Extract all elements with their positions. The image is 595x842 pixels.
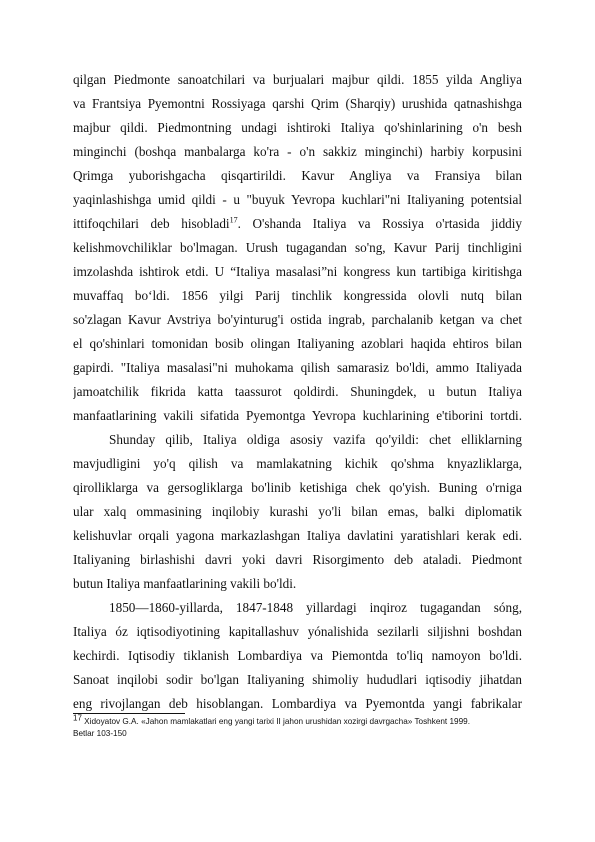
text-line: Italiyaning birlashishi davri yoki davri Risorgimento deb ataladi. Piedmont	[73, 552, 522, 567]
text-line: butun Italiya manfaatlarining vakili bo'ldi.	[73, 576, 297, 591]
text-line: qilgan Piedmonte sanoatchilari va burjualari majbur qildi. 1855 yilda Angliya	[73, 72, 522, 87]
paragraph-first-line: 1850—1860-yillarda, 1847-1848 yillardagi inqiroz tugagandan sóng,	[109, 600, 522, 615]
text-line: muvaffaq bo‘ldi. 1856 yilgi Parij tinchlik kongressida olovli nutq bilan	[73, 288, 522, 303]
text-line: eng rivojlangan deb hisoblangan. Lombardiya va Pyemontda yangi fabrikalar	[73, 696, 522, 711]
text-segment: . O'shanda Italiya va Rossiya o'rtasida jiddiy	[237, 216, 522, 231]
footnote-reference: 17	[229, 216, 238, 225]
text-line: imzolashda ishtirok etdi. U “Italiya masalasi”ni kongress kun tartibiga kiritishga	[73, 264, 522, 279]
text-line: gapirdi. "Italiya masalasi"ni muhokama qilish samarasiz bo'ldi, ammo Italiyada	[73, 360, 522, 375]
text-line: minginchi (boshqa manbalarga ko'ra - o'n sakkiz minginchi) harbiy korpusini	[73, 144, 522, 159]
text-line: va Frantsiya Pyemontni Rossiyaga qarshi Qrim (Sharqiy) urushida qatnashishga	[73, 96, 522, 111]
footnote-number: 17	[73, 713, 82, 723]
text-line: kelishuvlar orqali yagona markazlashgan Italiya davlatini yaratishlari kerak edi.	[73, 528, 522, 543]
footnote-text: Xidoyatov G.A. «Jahon mamlakatlari eng yangi tarixi II jahon urushidan xozirgi davrgacha» Toshkent 1999.	[81, 717, 470, 726]
text-line: majbur qildi. Piedmontning undagi ishtiroki Italiya qo'shinlarining o'n besh	[73, 120, 522, 135]
text-line: Sanoat inqilobi sodir bo'lgan Italiyaning shimoliy hududlari iqtisodiy jihatdan	[73, 672, 522, 687]
text-line: el qo'shinlari tomonidan bosib olingan Italiyaning azoblari haqida ehtiros bilan	[73, 336, 522, 351]
text-line: kechirdi. Iqtisodiy tiklanish Lombardiya va Piemontda to'liq namoyon bo'ldi.	[73, 648, 522, 663]
text-line: Italiya óz iqtisodiyotining kapitallashuv yónalishida sezilarli siljishni boshdan	[73, 624, 522, 639]
text-line: ular xalq ommasining inqilobiy kurashi yo'li bilan emas, balki diplomatik	[73, 504, 522, 519]
text-line: yaqinlashishga umid qildi - u "buyuk Yevropa kuchlari"ni Italiyaning potentsial	[73, 192, 522, 207]
footnote-line	[73, 713, 533, 727]
footnote-divider	[73, 713, 185, 714]
text-line: so'zlagan Kavur Avstriya bo'yinturug'i ostida ingrab, parchalanib ketgan va chet	[73, 312, 522, 327]
text-line: qirolliklarga va gersogliklarga bo'linib ketishiga chek qo'yish. Buning o'rniga	[73, 480, 522, 495]
paragraph-first-line: Shunday qilib, Italiya oldiga asosiy vazifa qo'yildi: chet elliklarning	[109, 432, 522, 447]
text-segment: ittifoqchilari deb hisobladi	[73, 216, 230, 231]
footnote-line: Betlar 103-150	[73, 729, 127, 738]
text-line: mavjudligini yo'q qilish va mamlakatning kichik qo'shma knyazliklarga,	[73, 456, 522, 471]
text-line: jamoatchilik fikrida katta taassurot qoldirdi. Shuningdek, u butun Italiya	[73, 384, 522, 399]
text-line-with-footnote	[73, 216, 522, 232]
text-line: manfaatlarining vakili sifatida Pyemontga Yevropa kuchlarining e'tiborini tortdi.	[73, 408, 522, 423]
text-line: Qrimga yuborishgacha qisqartirildi. Kavur Angliya va Fransiya bilan	[73, 168, 522, 183]
text-line: kelishmovchiliklar bo'lmagan. Urush tugagandan so'ng, Kavur Parij tinchligini	[73, 240, 522, 255]
